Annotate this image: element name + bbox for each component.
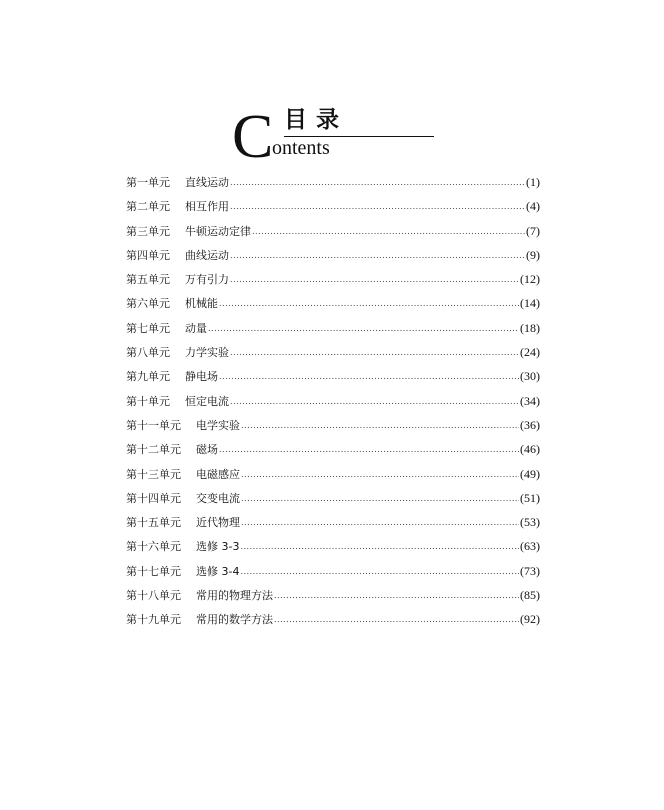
toc-unit-label: 第十二单元 bbox=[126, 443, 181, 457]
contents-header bbox=[232, 103, 442, 171]
dot-leader bbox=[230, 171, 525, 195]
toc-topic: 选修 3-3 bbox=[196, 540, 240, 554]
toc-topic: 选修 3-4 bbox=[196, 564, 240, 578]
table-of-contents bbox=[126, 170, 540, 632]
toc-topic: 电磁感应 bbox=[196, 467, 240, 481]
toc-entry[interactable] bbox=[126, 219, 540, 243]
dot-leader bbox=[219, 438, 519, 462]
toc-unit-label: 第四单元 bbox=[126, 248, 170, 262]
toc-unit-label: 第十九单元 bbox=[126, 613, 181, 627]
toc-topic: 相互作用 bbox=[185, 200, 229, 214]
toc-unit-label: 第一单元 bbox=[126, 176, 170, 189]
toc-entry[interactable] bbox=[126, 243, 540, 267]
dot-leader bbox=[230, 244, 525, 268]
toc-unit-label: 第三单元 bbox=[126, 224, 170, 238]
dot-leader bbox=[241, 487, 519, 511]
toc-entry[interactable] bbox=[126, 437, 540, 461]
toc-entry[interactable] bbox=[126, 389, 540, 413]
dot-leader bbox=[252, 220, 525, 244]
toc-unit-label: 第十六单元 bbox=[126, 540, 181, 554]
toc-page-number: (30) bbox=[520, 369, 540, 384]
toc-topic: 机械能 bbox=[185, 297, 218, 311]
toc-entry[interactable] bbox=[126, 510, 540, 534]
toc-topic: 牛顿运动定律 bbox=[185, 224, 251, 238]
toc-unit-label: 第十一单元 bbox=[126, 418, 181, 432]
dot-leader bbox=[240, 535, 519, 559]
toc-page-number: (9) bbox=[526, 247, 540, 262]
toc-topic: 磁场 bbox=[196, 443, 218, 457]
toc-page-number: (24) bbox=[520, 345, 540, 360]
toc-page-number: (7) bbox=[526, 223, 540, 238]
toc-topic: 近代物理 bbox=[196, 516, 240, 530]
toc-topic: 动量 bbox=[185, 321, 207, 335]
toc-page-number: (46) bbox=[520, 442, 540, 457]
dot-leader bbox=[219, 365, 519, 389]
dot-leader bbox=[274, 584, 519, 608]
dot-leader bbox=[240, 560, 519, 584]
toc-topic: 交变电流 bbox=[196, 491, 240, 505]
toc-page-number: (92) bbox=[520, 612, 540, 627]
toc-unit-label: 第二单元 bbox=[126, 200, 170, 214]
toc-entry[interactable] bbox=[126, 194, 540, 218]
toc-topic: 恒定电流 bbox=[185, 394, 229, 408]
toc-unit-label: 第十单元 bbox=[126, 394, 170, 408]
toc-topic: 静电场 bbox=[185, 370, 218, 384]
toc-page-number: (4) bbox=[526, 199, 540, 214]
toc-entry[interactable] bbox=[126, 413, 540, 437]
toc-entry[interactable] bbox=[126, 559, 540, 583]
dot-leader bbox=[274, 608, 519, 632]
dot-leader bbox=[241, 511, 519, 535]
toc-page-number: (73) bbox=[520, 563, 540, 578]
toc-topic: 曲线运动 bbox=[185, 248, 229, 262]
toc-page-number: (53) bbox=[520, 515, 540, 530]
toc-topic: 常用的物理方法 bbox=[196, 589, 273, 603]
toc-unit-label: 第十五单元 bbox=[126, 516, 181, 530]
dot-leader bbox=[241, 414, 519, 438]
toc-entry[interactable] bbox=[126, 340, 540, 364]
toc-page-number: (1) bbox=[526, 175, 540, 189]
toc-topic: 直线运动 bbox=[185, 176, 229, 189]
toc-entry[interactable] bbox=[126, 267, 540, 291]
toc-unit-label: 第九单元 bbox=[126, 370, 170, 384]
toc-topic: 电学实验 bbox=[196, 418, 240, 432]
toc-page-number: (49) bbox=[520, 466, 540, 481]
toc-entry[interactable] bbox=[126, 486, 540, 510]
dot-leader bbox=[219, 292, 519, 316]
toc-unit-label: 第六单元 bbox=[126, 297, 170, 311]
toc-page-number: (34) bbox=[520, 393, 540, 408]
toc-page-number: (36) bbox=[520, 417, 540, 432]
toc-unit-label: 第七单元 bbox=[126, 321, 170, 335]
toc-page-number: (18) bbox=[520, 320, 540, 335]
toc-entry[interactable] bbox=[126, 583, 540, 607]
toc-entry[interactable] bbox=[126, 316, 540, 340]
dot-leader bbox=[230, 390, 519, 414]
toc-topic: 万有引力 bbox=[185, 273, 229, 287]
toc-entry[interactable] bbox=[126, 462, 540, 486]
toc-page-number: (85) bbox=[520, 588, 540, 603]
toc-unit-label: 第十八单元 bbox=[126, 589, 181, 603]
toc-topic: 常用的数学方法 bbox=[196, 613, 273, 627]
dot-leader bbox=[230, 268, 519, 292]
dot-leader bbox=[230, 341, 519, 365]
toc-page-number: (12) bbox=[520, 272, 540, 287]
toc-topic: 力学实验 bbox=[185, 346, 229, 360]
toc-unit-label: 第八单元 bbox=[126, 346, 170, 360]
toc-unit-label: 第十三单元 bbox=[126, 467, 181, 481]
dot-leader bbox=[208, 317, 519, 341]
dot-leader bbox=[241, 463, 519, 487]
toc-entry[interactable] bbox=[126, 170, 540, 194]
toc-unit-label: 第五单元 bbox=[126, 273, 170, 287]
dot-leader bbox=[230, 195, 525, 219]
toc-entry[interactable] bbox=[126, 364, 540, 388]
toc-page-number: (14) bbox=[520, 296, 540, 311]
toc-page-number: (51) bbox=[520, 490, 540, 505]
toc-entry[interactable] bbox=[126, 607, 540, 631]
contents-title-chinese: 目录 bbox=[284, 107, 348, 133]
toc-entry[interactable] bbox=[126, 291, 540, 315]
contents-big-letter: C bbox=[232, 103, 274, 171]
toc-unit-label: 第十四单元 bbox=[126, 491, 181, 505]
contents-title-english: ontents bbox=[272, 137, 330, 159]
toc-unit-label: 第十七单元 bbox=[126, 564, 181, 578]
toc-page-number: (63) bbox=[520, 539, 540, 554]
toc-entry[interactable] bbox=[126, 534, 540, 558]
